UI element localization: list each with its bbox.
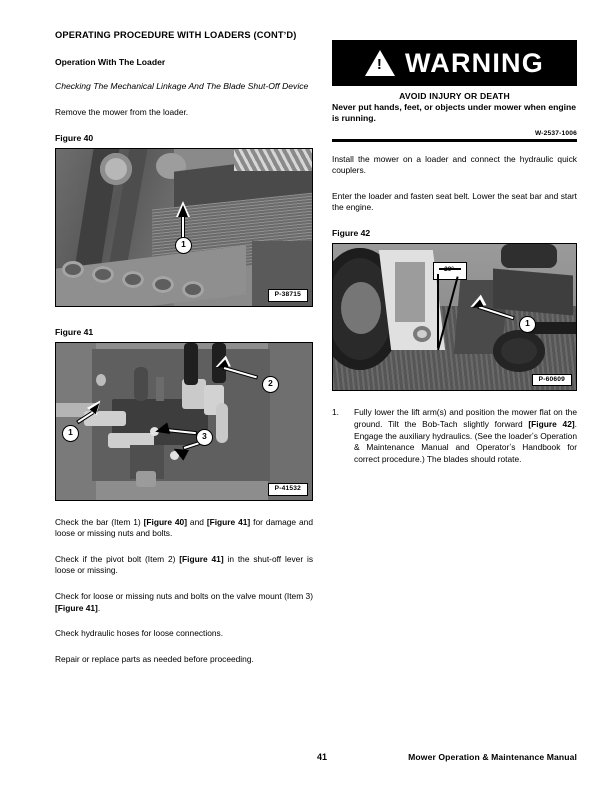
warning-code: W-2537-1006 [534, 129, 577, 137]
photo-mower-deck [493, 269, 573, 316]
angle-vertical-ref [437, 274, 439, 348]
callout-1-arrowhead [178, 205, 188, 217]
photo-hole-5 [182, 281, 204, 298]
figure-40-photo [55, 148, 313, 307]
photo-roller [493, 330, 545, 372]
figure-41-callout-1: 1 [62, 425, 79, 442]
figure-42-photo [332, 243, 577, 391]
figure-40-caption: Figure 40 [55, 132, 94, 143]
procedure-step [332, 407, 577, 466]
figure-41-photo-id: P-41532 [268, 483, 308, 495]
page-title: OPERATING PROCEDURE WITH LOADERS (CONTʼD) [55, 30, 297, 40]
photo-hole-1 [62, 261, 84, 278]
photo-wheel-hub [341, 282, 381, 334]
check-paragraph: Check for loose or missing nuts and bolts on the valve mount (Item 3) [Figure 41]. [55, 591, 313, 613]
footer-manual-title: Mower Operation & Maintenance Manual [408, 752, 577, 762]
warning-triangle-icon [365, 50, 395, 76]
warning-banner [332, 40, 577, 86]
photo-screw-a [96, 374, 106, 386]
photo-tube [216, 403, 228, 443]
check-paragraph: Repair or replace parts as needed before proceeding. [55, 653, 254, 664]
photo-arm-shadow [395, 262, 425, 322]
angle-arrow-span [439, 268, 461, 270]
photo-hole-2 [92, 266, 114, 283]
figure-41-callout-3: 3 [196, 429, 213, 446]
photo-hose-1 [184, 343, 198, 385]
figure-41-callout-2: 2 [262, 376, 279, 393]
photo-bolt-head [100, 153, 132, 185]
figure-41-caption: Figure 41 [55, 326, 94, 337]
right-paragraph-2: Enter the loader and fasten seat belt. Lower the seat bar and start the engine. [332, 190, 577, 213]
photo-deck-edge [529, 322, 576, 334]
check-paragraph: Check hydraulic hoses for loose connections. [55, 628, 224, 639]
intro-paragraph: Remove the mower from the loader. [55, 107, 189, 118]
photo-stem [156, 377, 164, 401]
italic-subheading: Checking The Mechanical Linkage And The Blade Shut-Off Device [55, 81, 309, 92]
check-paragraph-list [55, 517, 313, 666]
photo-hole-4 [152, 276, 174, 293]
photo-hole-3 [122, 271, 144, 288]
step-marker: 1. [332, 407, 339, 418]
figure-40-photo-id: P-38715 [268, 289, 308, 301]
photo-lower-nut [136, 471, 156, 487]
warning-block [332, 40, 577, 137]
right-column [332, 40, 577, 466]
photo-hose-bundle [501, 244, 557, 268]
warning-headline: AVOID INJURY OR DEATH [399, 91, 510, 101]
figure-40-callout-1: 1 [175, 237, 192, 254]
warning-body: Never put hands, feet, or objects under mower when engine is running. [332, 102, 577, 124]
warning-word: WARNING [405, 47, 544, 78]
figure-42-callout-1: 1 [519, 316, 536, 333]
section-heading: Operation With The Loader [55, 57, 166, 68]
page-footer [55, 752, 577, 764]
photo-label-strip [234, 149, 313, 171]
figure-41-photo [55, 342, 313, 501]
right-paragraph-1: Install the mower on a loader and connect the hydraulic quick couplers. [332, 153, 577, 176]
check-paragraph: Check if the pivot bolt (Item 2) [Figure 41] in the shut-off lever is loose or missing. [55, 553, 314, 576]
left-column [55, 30, 313, 665]
photo-pivot-pin [413, 326, 431, 342]
photo-right-panel [268, 343, 312, 500]
figure-42-photo-id: P-60609 [532, 374, 572, 386]
photo-lever [134, 367, 148, 401]
step-text: Fully lower the lift arm(s) and position the mower flat on the ground. Tilt the Bob-Tach slightly forward [Figure 42]. Engage the auxiliary hydraulics. (See the loaderʼs Operation & Maintenance Manual and Operatorʼs Handbook for correct procedure.) The blades should rotate. [354, 407, 577, 465]
footer-page-number: 41 [317, 752, 328, 762]
figure-42-caption: Figure 42 [332, 228, 371, 239]
check-paragraph: Check the bar (Item 1) [Figure 40] and [Figure 41] for damage and loose or missing nuts and bolts. [55, 516, 313, 539]
warning-divider [332, 139, 577, 142]
